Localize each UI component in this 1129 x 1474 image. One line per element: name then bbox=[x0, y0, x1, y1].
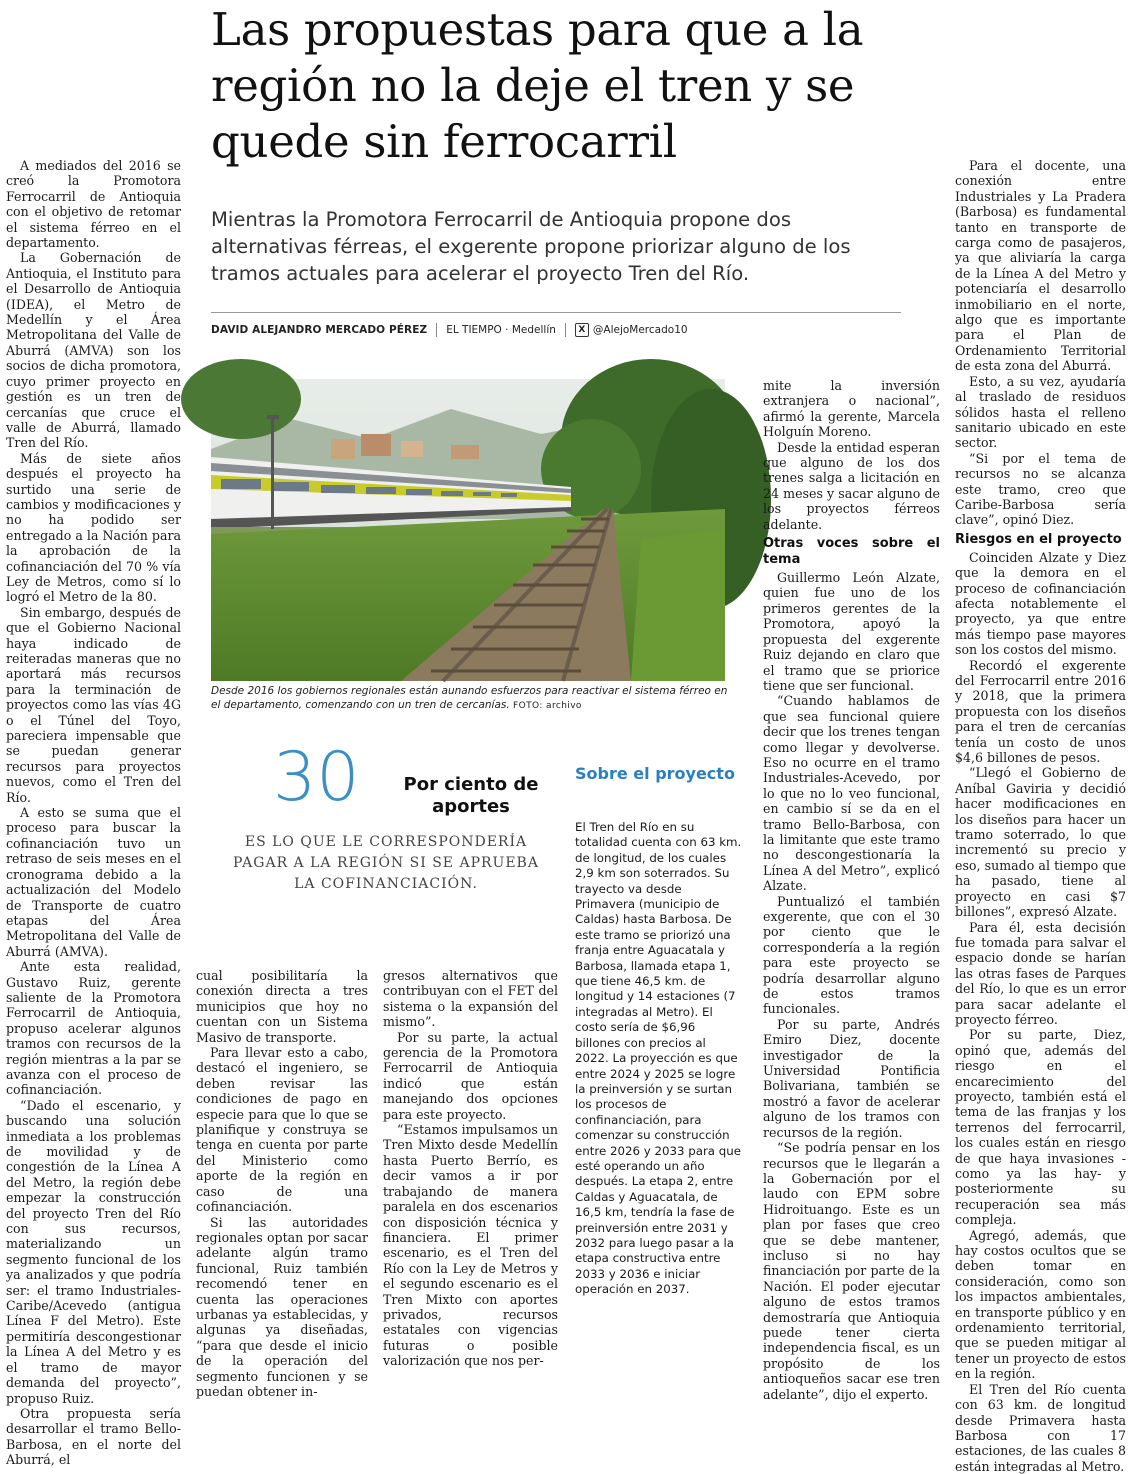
byline bbox=[211, 312, 901, 343]
byline-divider bbox=[565, 323, 566, 337]
paragraph: “Si por el tema de recursos no se alcanza este tramo, creo que Caribe-Barbosa sería clave”, opinó Diez. bbox=[955, 450, 1126, 528]
photo-caption bbox=[211, 684, 731, 713]
paragraph: A mediados del 2016 se creó la Promotora Ferrocarril de Antioquia con el objetivo de retomar el sistema férreo en el departamento. bbox=[6, 158, 181, 251]
paragraph: Para él, esta decisión fue tomada para salvar el espacio donde se harían las otras fases de Parques del Río, lo que es un error para sacar adelante el proyecto férreo. bbox=[955, 919, 1126, 1027]
sidebar-title: Sobre el proyecto bbox=[575, 764, 735, 783]
x-logo-icon: X bbox=[575, 323, 589, 337]
paragraph: Por su parte, la actual gerencia de la Promotora Ferrocarril de Antioquia indicó que están manejando dos opciones para este proyecto. bbox=[383, 1029, 558, 1122]
highlight-number: 30 bbox=[273, 738, 360, 817]
paragraph: Desde la entidad esperan que alguno de los dos trenes salga a licitación en 24 meses y sacar alguno de los proyectos férreos adelante. bbox=[763, 439, 940, 532]
highlight-title: Por ciento de aportes bbox=[403, 774, 539, 817]
subheading-otras-voces: Otras voces sobre el tema bbox=[763, 536, 940, 568]
paragraph: “Cuando hablamos de que sea funcional quiere decir que los trenes tengan como llegar y devolverse. Eso no ocurre en el tramo Industriales-Acevedo, por lo que no lo veo funcional, en cambio sí se da en el tramo Bello-Barbosa, con la limitante que este tramo no descongestionaría la Línea A del Metro”, explicó Alzate. bbox=[763, 693, 940, 894]
photo-credit: FOTO: archivo bbox=[513, 701, 582, 711]
paragraph: Si las autoridades regionales optan por sacar adelante algún tramo funcional, Ruiz también recomendó tener en cuenta las operaciones urbanas ya establecidas, y algunas ya diseñadas, “para que desde el inicio de la operación del segmento funcionen y se puedan obtener in- bbox=[196, 1214, 368, 1399]
highlight-text: ES LO QUE LE CORRESPONDERÍA PAGAR A LA REGIÓN SI SE APRUEBA LA COFINANCIACIÓN. bbox=[233, 834, 539, 892]
paragraph: Por su parte, Andrés Emiro Diez, docente investigador de la Universidad Pontificia Bolivariana, también se mostró a favor de acelerar alguno de los tramos con recursos de la región. bbox=[763, 1016, 940, 1140]
paragraph: La Gobernación de Antioquia, el Instituto para el Desarrollo de Antioquia (IDEA), el Metro de Medellín y el Área Metropolitana del Valle de Aburrá (AMVA) son los socios de dicha promotora, cuyo primer proyecto en gestión es un tren de cercanías que cruce el valle de Aburrá, llamado Tren del Río. bbox=[6, 250, 181, 451]
byline-divider bbox=[436, 323, 437, 337]
paragraph: “Llegó el Gobierno de Aníbal Gaviria y decidió hacer modificaciones en los diseños para hacer un tramo soterrado, lo que incrementó su precio y eso, sumado al tiempo que ha pasado, tiene al proyecto en casi $7 billones”, expresó Alzate. bbox=[955, 765, 1126, 920]
sidebar-body bbox=[575, 820, 743, 1312]
subheading-riesgos: Riesgos en el proyecto bbox=[955, 531, 1122, 547]
paragraph: cual posibilitaría la conexión directa a tres municipios que hoy no cuentan con un Sistema Masivo de transporte. bbox=[196, 968, 368, 1045]
paragraph: Ante esta realidad, Gustavo Ruiz, gerente saliente de la Promotora Ferrocarril de Antioquia, propuso acelerar algunos tramos con recursos de la región mientras a la par se avanza con el proceso de cofinanciación. bbox=[6, 959, 181, 1098]
paragraph: Agregó, además, que hay costos ocultos que se deben tomar en consideración, como son los impactos ambientales, en transporte público y en ordenamiento territorial, que se pueden mitigar al tener un proyecto de estos en la región. bbox=[955, 1227, 1126, 1382]
paragraph: Otra propuesta sería desarrollar el tramo Bello-Barbosa, en el norte del Aburrá, el bbox=[6, 1405, 181, 1468]
paragraph: Para llevar esto a cabo, destacó el ingeniero, se deben revisar las condiciones de pago en especie para que lo que se planifique y construya se tenga en cuenta por parte del Ministerio como aporte de la región en caso de una cofinanciación. bbox=[196, 1045, 368, 1215]
paragraph: Sin embargo, después de que el Gobierno Nacional haya indicado de reiteradas maneras que no aportará más recursos para la terminación de proyectos como las vías 4G o el Túnel del Toyo, pareciera impensable que se puedan generar recursos para proyectos nuevos, como el Tren del Río. bbox=[6, 604, 181, 805]
byline-author: DAVID ALEJANDRO MERCADO PÉREZ bbox=[211, 324, 428, 336]
paragraph: gresos alternativos que contribuyan con el FET del sistema o la expansión del mismo”. bbox=[383, 968, 558, 1030]
article-column-2 bbox=[196, 968, 368, 1399]
paragraph: Recordó el exgerente del Ferrocarril entre 2016 y 2018, que la primera propuesta con los diseños para el tren de cercanías tenía un costo de unos $4,6 billones de pesos. bbox=[955, 657, 1126, 766]
headline: Las propuestas para que a la región no la deje el tren y se quede sin ferrocarril bbox=[211, 3, 864, 168]
paragraph: “Se podría pensar en los recursos que le llegarán a la Gobernación por el laudo con EPM sobre Hidroituango. Este es un plan por fases que creo que se debe mantener, incluso si no hay financiación por parte de la Nación. El poder ejecutar alguno de estos tramos demostraría que Antioquia puede tener cierta independencia fiscal, es un propósito de los antioqueños sacar ese tren adelante”, dijo el experto. bbox=[763, 1140, 940, 1402]
paragraph: Esto, a su vez, ayudaría al traslado de residuos sólidos hasta el relleno sanitario ubicado en este sector. bbox=[955, 373, 1126, 451]
paragraph: Guillermo León Alzate, quien fue uno de los primeros gerentes de la Promotora, apoyó la propuesta del exgerente Ruiz dejando en claro que el tramo que se priorice tiene que ser funcional. bbox=[763, 570, 940, 693]
byline-handle[interactable]: @AlejoMercado10 bbox=[592, 324, 688, 336]
paragraph: Por su parte, Diez, opinó que, además del riesgo en el encarecimiento del proyecto, también está el tema de las franjas y los terrenos del ferrocarril, los cuales están en riesgo de que haya invasiones -como ya las hay- y posteriormente su recuperación sea más compleja. bbox=[955, 1027, 1126, 1228]
paragraph: Puntualizó el también exgerente, que con el 30 por ciento que le correspondería a la región para este proyecto se podría desarrollar alguno de estos tramos funcionales. bbox=[763, 893, 940, 1017]
paragraph: mite la inversión extranjera o nacional”, afirmó la gerente, Marcela Holguín Moreno. bbox=[763, 378, 940, 440]
paragraph: “Dado el escenario, y buscando una solución inmediata a los problemas de movilidad y de congestión de la Línea A del Metro, la región debe empezar la construcción del proyecto Tren del Río con sus recursos, materializando un segmento funcional de los ya analizados y que podría ser: el tramo Industriales-Caribe/Acevedo (antigua Línea F del Metro). Este permitiría descongestionar la Línea A del Metro y es el tramo de mayor demanda del proyecto”, propuso Ruiz. bbox=[6, 1097, 181, 1406]
sidebar-paragraph: El Tren del Río en su totalidad cuenta con 63 km. de longitud, de los cuales 2,9 km son soterrados. Su trayecto va desde Primavera (municipio de Caldas) hasta Barbosa. De este tramo se priorizó una franja entre Aguacatala y Barbosa, llamada etapa 1, que tiene 46,5 km. de longitud y 14 estaciones (7 integradas al Metro). El costo sería de $6,96 billones con precios al 2022. La proyección es que entre 2024 y 2025 se logre la preinversión y se surtan los procesos de confinanciación, para comenzar su construcción entre 2026 y 2033 para que esté operando un año después. La etapa 2, entre Caldas y Aguacatala, de 16,5 km, tendría la fase de preinversión entre 2031 y 2032 para luego pasar a la etapa constructiva entre 2033 y 2036 e iniciar operación en 2037. bbox=[575, 820, 742, 1297]
article-column-1 bbox=[6, 158, 181, 1468]
article-column-5 bbox=[763, 378, 940, 1402]
article-column-6 bbox=[955, 158, 1126, 1474]
dek-subtitle: Mientras la Promotora Ferrocarril de Antioquia propone dos alternativas férreas, el exgerente propone priorizar alguno de los tramos actuales para acelerar el proyecto Tren del Río. bbox=[211, 208, 851, 285]
paragraph: Más de siete años después el proyecto ha surtido una serie de cambios y modificaciones y no ha podido ser entregado a la Nación para la aprobación de la cofinanciación del 70 % vía Ley de Metros, como sí lo logró el Metro de la 80. bbox=[6, 450, 181, 605]
article-column-3 bbox=[383, 968, 559, 1369]
paragraph: Coinciden Alzate y Diez que la demora en el proceso de cofinanciación afecta notablemente el proyecto, ya que entre más tiempo pase mayores son los costos del mismo. bbox=[955, 549, 1126, 658]
train-photo bbox=[211, 379, 725, 681]
paragraph: El Tren del Río cuenta con 63 km. de longitud desde Primavera hasta Barbosa con 17 estaciones, de las cuales 8 están integradas al Metro. bbox=[955, 1381, 1126, 1474]
paragraph: “Estamos impulsamos un Tren Mixto desde Medellín hasta Puerto Berrío, es decir vamos a ir por trabajando de manera paralela en dos escenarios con disposición técnica y financiera. El primer escenario, es el Tren del Río con la Ley de Metros y el segundo escenario es el Tren Mixto con aportes privados, recursos estatales con vigencias futuras o posible valorización que nos per- bbox=[383, 1122, 559, 1369]
caption-text: Desde 2016 los gobiernos regionales están aunando esfuerzos para reactivar el sistema férreo en el departamento, comenzando con un tren de cercanías. bbox=[211, 685, 728, 711]
paragraph: A esto se suma que el proceso para buscar la cofinanciación tuvo un retraso de seis meses en el cronograma debido a la actualización del Modelo de Transporte de cuatro etapas del Área Metropolitana del Valle de Aburrá (AMVA). bbox=[6, 805, 181, 959]
byline-outlet: EL TIEMPO · Medellín bbox=[446, 324, 556, 336]
highlight-box bbox=[211, 738, 551, 962]
paragraph: Para el docente, una conexión entre Industriales y La Pradera (Barbosa) es fundamental tanto en transporte de carga como de pasajeros, ya que aliviaría la carga de la Línea A del Metro y potenciaría el desarrollo inmobiliario en el norte, algo que es importante para el Plan de Ordenamiento Territorial de esta zona del Aburrá. bbox=[955, 158, 1126, 374]
